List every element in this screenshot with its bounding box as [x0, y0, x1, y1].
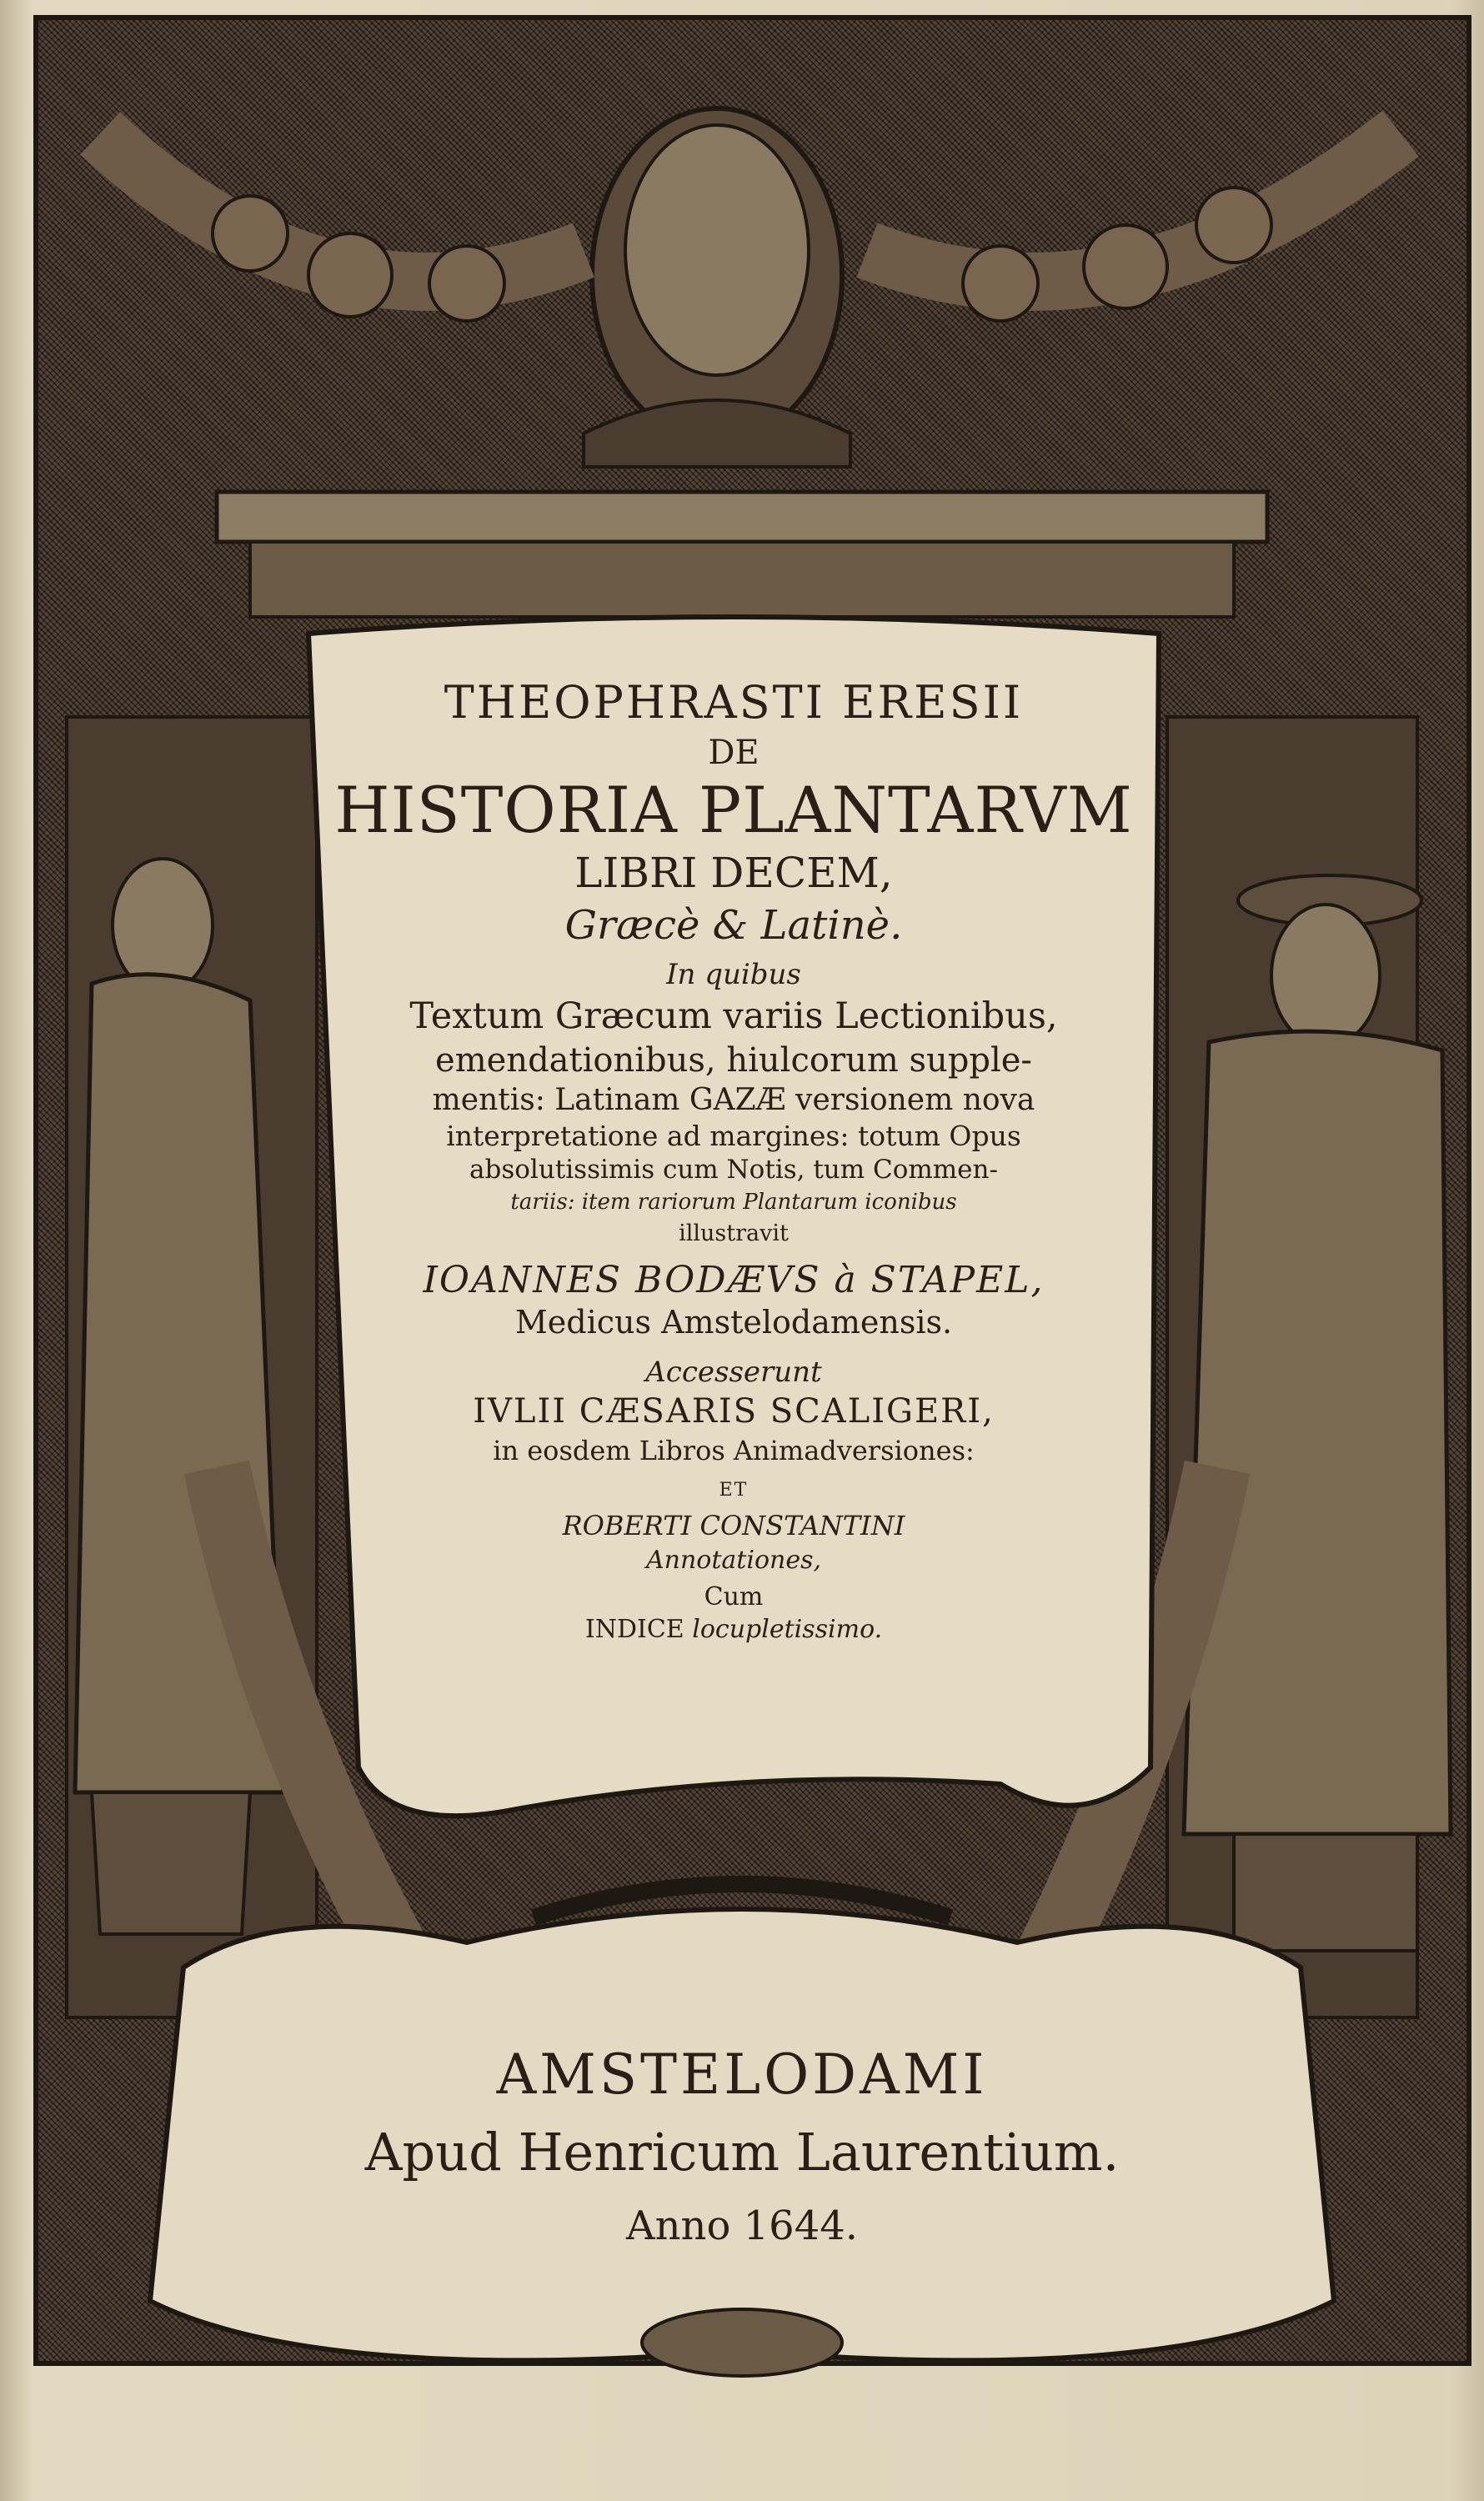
main-title: HISTORIA PLANTARVM: [334, 773, 1133, 848]
imprint-text-block: [225, 2042, 1259, 2249]
title-line: absolutissimis cum Notis, tum Commen-: [469, 1155, 998, 1185]
title-line: emendationibus, hiulcorum supple-: [435, 1040, 1032, 1080]
locupletissimo-word: locupletissimo.: [692, 1614, 883, 1644]
bust-illustration: [584, 108, 850, 467]
title-line: Accesserunt: [645, 1355, 822, 1389]
title-line: in eosdem Libros Animadversiones:: [493, 1434, 975, 1466]
author-name: IOANNES BODÆVS à STAPEL,: [423, 1258, 1045, 1301]
title-line: [333, 1616, 1134, 1645]
imprint-publisher: Apud Henricum Laurentium.: [364, 2122, 1120, 2183]
title-line: LIBRI DECEM,: [574, 849, 893, 898]
title-line: illustravit: [679, 1220, 789, 1246]
imprint-year: Anno 1644.: [625, 2203, 859, 2249]
title-line: DE: [708, 734, 760, 773]
title-line: Græcè & Latinè.: [564, 901, 903, 949]
title-line: Annotationes,: [645, 1545, 822, 1575]
title-line: interpretatione ad margines: totum Opus: [446, 1120, 1021, 1153]
left-figure-illustration: [75, 859, 283, 1934]
title-line: Cum: [704, 1582, 764, 1612]
title-line: ET: [719, 1479, 749, 1501]
cornice: [217, 492, 1267, 542]
title-text-block: [333, 667, 1134, 1767]
indice-word: INDICE: [584, 1614, 684, 1644]
title-line: mentis: Latinam GAZÆ versionem nova: [432, 1082, 1035, 1117]
imprint-city: AMSTELODAMI: [496, 2042, 988, 2107]
mask-ornament: [642, 2309, 842, 2376]
title-line: tariis: item rariorum Plantarum iconibus: [510, 1189, 957, 1215]
garland-left-illustration: [100, 133, 584, 321]
title-line: THEOPHRASTI ERESII: [444, 676, 1024, 729]
constantini-name: ROBERTI CONSTANTINI: [562, 1510, 905, 1542]
title-line: In quibus: [666, 958, 801, 992]
author-title: Medicus Amstelodamensis.: [514, 1304, 953, 1341]
title-line: Textum Græcum variis Lectionibus,: [409, 995, 1058, 1038]
scaliger-name: IVLII CÆSARIS SCALIGERI,: [473, 1391, 995, 1431]
garland-right-illustration: [867, 133, 1401, 321]
